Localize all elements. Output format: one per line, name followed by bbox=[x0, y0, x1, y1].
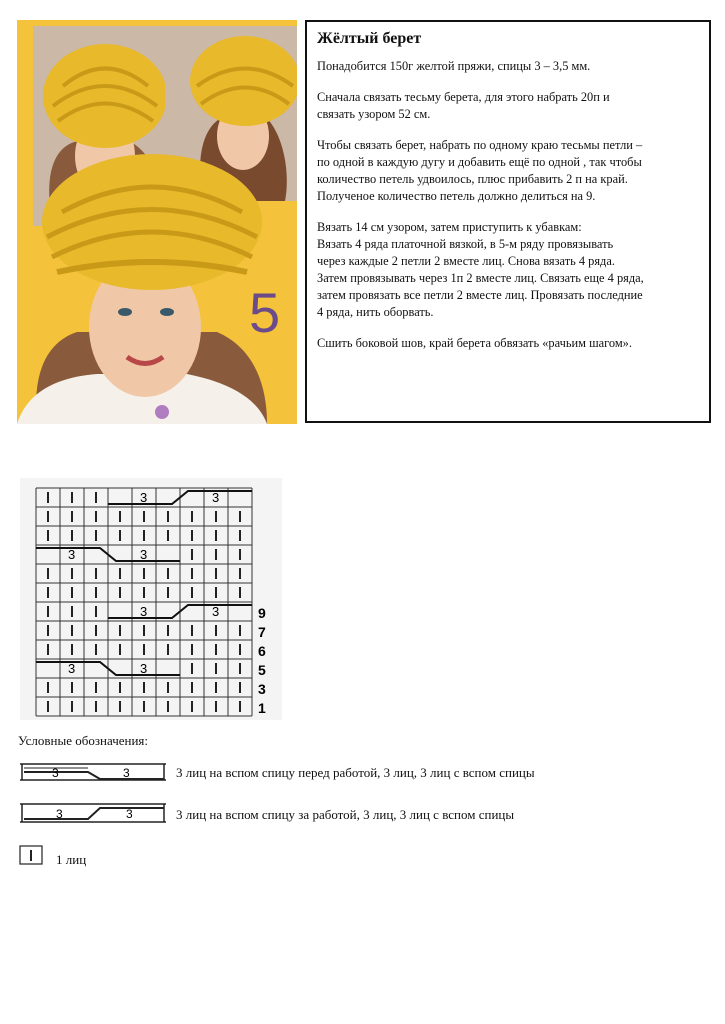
paragraph bbox=[317, 89, 699, 123]
page-number: 5 bbox=[249, 281, 281, 344]
cable-label: 3 bbox=[212, 604, 220, 619]
instructions-box bbox=[305, 20, 711, 423]
cable-front-symbol bbox=[18, 760, 168, 782]
cable-label: 3 bbox=[140, 661, 148, 676]
row-number-label: 6 bbox=[258, 643, 266, 659]
page-title: Жёлтый берет bbox=[317, 30, 422, 47]
legend-text-1: 3 лиц на вспом спицу перед работой, 3 лиц, 3 лиц с вспом спицы bbox=[176, 765, 535, 780]
paragraph-line: связать узором 52 см. bbox=[317, 107, 431, 121]
legend-title: Условные обозначения: bbox=[18, 733, 149, 748]
row-number-label: 1 bbox=[258, 700, 266, 716]
paragraph bbox=[317, 335, 699, 352]
paragraph-line: по одной в каждую дугу и добавить ещё по одной , так чтобы bbox=[317, 155, 642, 169]
cable-label: 3 bbox=[68, 547, 76, 562]
legend-text-3: 1 лиц bbox=[56, 852, 87, 867]
cable-label: 3 bbox=[140, 547, 148, 562]
paragraph-line: 4 ряда, нить оборвать. bbox=[317, 305, 434, 319]
legend-sym-1b: 3 bbox=[123, 766, 130, 780]
paragraph-line: Вязать 14 см узором, затем приступить к убавкам: bbox=[317, 220, 582, 234]
knit-stitch-symbol bbox=[18, 844, 48, 866]
row-number-label: 5 bbox=[258, 662, 266, 678]
paragraph bbox=[317, 58, 699, 75]
legend-sym-2: 3 bbox=[56, 807, 63, 821]
paragraph-line: Полученое количество петель должно делиться на 9. bbox=[317, 189, 596, 203]
knitting-chart bbox=[20, 478, 282, 720]
row-number-label: 7 bbox=[258, 624, 266, 640]
paragraph-line: количество петель удвоилось, плюс прибавить 2 п на край. bbox=[317, 172, 628, 186]
cable-label: 3 bbox=[140, 604, 148, 619]
paragraph bbox=[317, 137, 699, 205]
legend-text-2: 3 лиц на вспом спицу за работой, 3 лиц, 3 лиц с вспом спицы bbox=[176, 807, 515, 822]
photo-collage bbox=[17, 20, 297, 424]
paragraph-line: Сначала связать тесьму берета, для этого набрать 20п и bbox=[317, 90, 610, 104]
legend-sym-2b: 3 bbox=[126, 807, 133, 821]
paragraph bbox=[317, 219, 699, 321]
cable-back-symbol bbox=[18, 800, 168, 824]
paragraph-line: Сшить боковой шов, край берета обвязать «рачьим шагом». bbox=[317, 336, 632, 350]
photo-beret-portrait bbox=[17, 142, 267, 424]
cable-label: 3 bbox=[212, 490, 220, 505]
paragraph-line: Понадобится 150г желтой пряжи, спицы 3 – 3,5 мм. bbox=[317, 59, 591, 73]
paragraph-line: Затем провязывать через 1п 2 вместе лиц. Связать еще 4 ряда, bbox=[317, 271, 644, 285]
paragraph-line: Вязать 4 ряда платочной вязкой, в 5-м ряду провязывать bbox=[317, 237, 614, 251]
paragraph-line: затем провязать все петли 2 вместе лиц. Провязать последние bbox=[317, 288, 643, 302]
paragraph-line: через каждые 2 петли 2 вместе лиц. Снова вязать 4 ряда. bbox=[317, 254, 615, 268]
paragraph-line: Чтобы связать берет, набрать по одному краю тесьмы петли – bbox=[317, 138, 643, 152]
cable-label: 3 bbox=[68, 661, 76, 676]
row-number-label: 9 bbox=[258, 605, 266, 621]
row-number-label: 3 bbox=[258, 681, 266, 697]
legend-sym-1: 3 bbox=[52, 766, 59, 780]
cable-label: 3 bbox=[140, 490, 148, 505]
chart-svg bbox=[20, 478, 282, 720]
instructions-text bbox=[317, 58, 699, 352]
